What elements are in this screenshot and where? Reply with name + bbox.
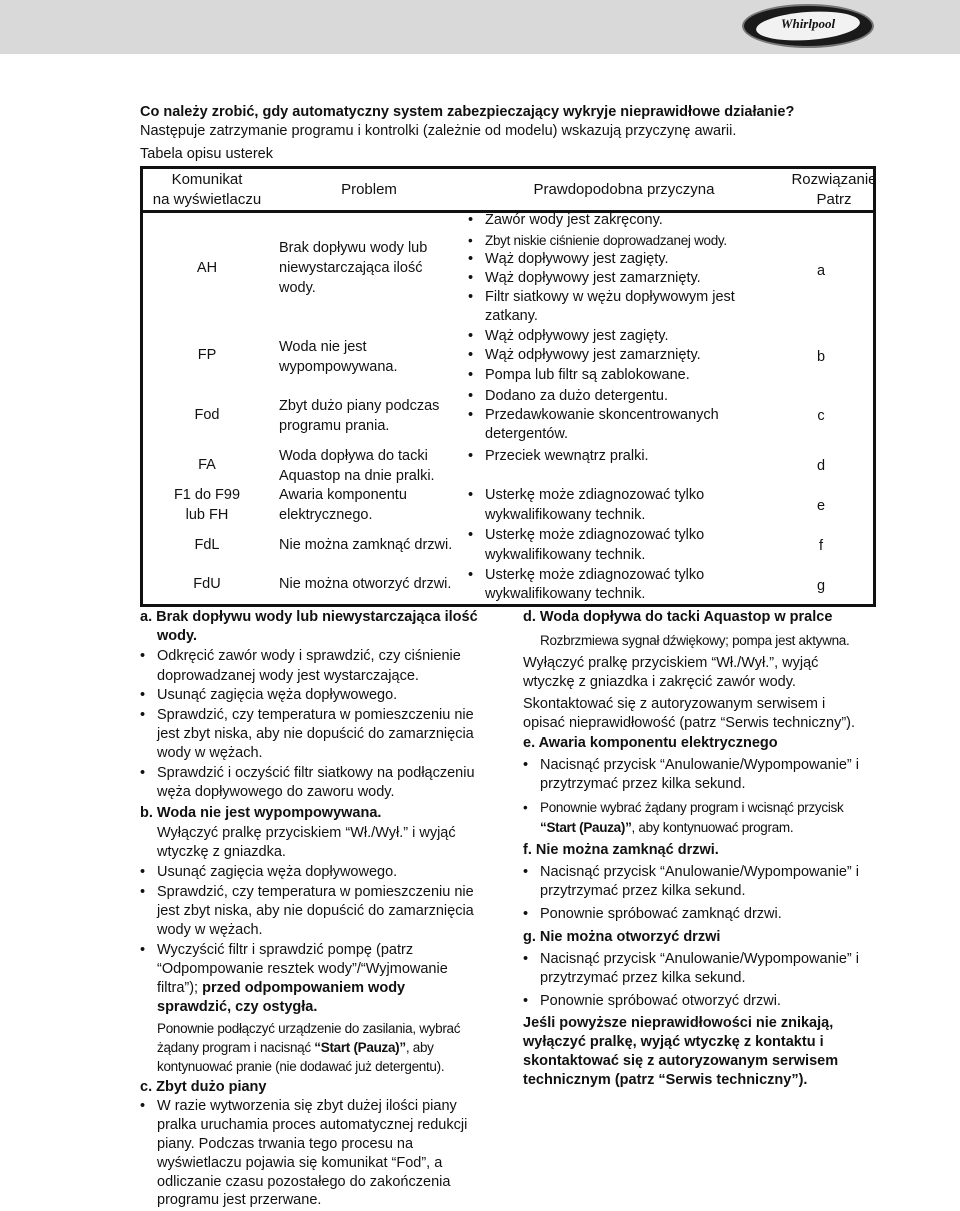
row-fod-cause-1: • Dodano za dużo detergentu.	[485, 387, 668, 407]
row-ah-cause-3: • Wąż dopływowy jest zagięty.	[485, 250, 668, 270]
whirlpool-logo	[742, 4, 874, 48]
row-fdu-ref: g	[816, 578, 826, 594]
final-note-l1: Jeśli powyższe nieprawidłowości nie znikają,	[523, 1015, 834, 1031]
section-b-item-3-l4: sprawdzić, czy ostygła.	[157, 999, 318, 1015]
logo-text: Whirlpool	[780, 16, 836, 31]
header-solution-1: Rozwiązanie	[791, 171, 877, 188]
section-e-item-1-l2: przytrzymać przez kilka sekund.	[540, 776, 746, 792]
section-c-item-1-l2: pralka uruchamia proces automatycznej redukcji	[157, 1117, 468, 1133]
section-b-para-2-l3: kontynuować pranie (nie dodawać już detergentu).	[157, 1059, 445, 1074]
row-fod-problem-2: programu prania.	[279, 418, 390, 434]
section-b-item-2-l1: • Sprawdzić, czy temperatura w pomieszczeniu nie	[157, 883, 474, 903]
section-g-item-2: • Ponownie spróbować otworzyć drzwi.	[540, 992, 781, 1012]
section-e-item-2-l2-rest: , aby kontynuować program.	[631, 820, 794, 835]
section-b-para-2-l2-a: żądany program i nacisnąć	[157, 1040, 315, 1055]
section-a-heading-1: a. Brak dopływu wody lub niewystarczająca ilość	[140, 609, 478, 625]
row-f1-code-2: lub FH	[185, 507, 229, 523]
row-f1-ref: e	[816, 498, 826, 514]
row-fp-cause-2: • Wąż odpływowy jest zamarznięty.	[485, 346, 701, 366]
row-fdl-code: FdL	[194, 537, 220, 553]
row-fdu-cause-1: • Usterkę może zdiagnozować tylko	[485, 566, 704, 586]
section-g-item-1-l2: przytrzymać przez kilka sekund.	[540, 970, 746, 986]
section-d-para-1: Rozbrzmiewa sygnał dźwiękowy; pompa jest aktywna.	[540, 633, 850, 648]
section-b-item-3-l3-bold: przed odpompowaniem wody	[202, 980, 406, 996]
row-f1-cause-1b: wykwalifikowany technik.	[485, 507, 646, 523]
section-e-heading: e. Awaria komponentu elektrycznego	[523, 735, 778, 751]
section-b-para-2-l2-c: , aby	[405, 1040, 434, 1055]
section-d-heading: d. Woda dopływa do tacki Aquastop w pralce	[523, 609, 833, 625]
section-b-para-1-l1: Wyłączyć pralkę przyciskiem “Wł./Wył.” i wyjąć	[157, 825, 456, 841]
section-b-item-1: • Usunąć zagięcia węża dopływowego.	[157, 863, 397, 883]
section-f-heading: f. Nie można zamknąć drzwi.	[523, 842, 719, 858]
final-note-l4: technicznym (patrz “Serwis techniczny”).	[523, 1072, 808, 1088]
row-fp-problem-1: Woda nie jest	[279, 339, 367, 355]
row-fp-ref: b	[816, 349, 826, 365]
header-bar	[0, 0, 960, 54]
section-a-heading-2: wody.	[157, 628, 198, 644]
row-ah-cause-2: • Zbyt niskie ciśnienie doprowadzanej wody.	[485, 231, 727, 251]
row-fp-cause-3: • Pompa lub filtr są zablokowane.	[485, 366, 690, 386]
row-f1-code-1: F1 do F99	[173, 487, 241, 503]
section-b-item-3-l1: • Wyczyścić filtr i sprawdzić pompę (patrz	[157, 941, 413, 961]
section-f-item-2: • Ponownie spróbować zamknąć drzwi.	[540, 905, 782, 925]
section-g-item-1-l1: • Nacisnąć przycisk “Anulowanie/Wypompowanie” i	[540, 950, 859, 970]
row-f1-problem-2: elektrycznego.	[279, 507, 373, 523]
header-message-2: na wyświetlaczu	[152, 191, 262, 208]
section-a-item-3-l3: wody w wężach.	[157, 745, 263, 761]
section-a-item-4-l2: węża dopływowego do zaworu wody.	[157, 784, 395, 800]
table-caption: Tabela opisu usterek	[140, 146, 273, 162]
section-b-item-3-l2: “Odpompowanie resztek wody”/“Wyjmowanie	[157, 961, 448, 977]
section-d-para-2-l1: Wyłączyć pralkę przyciskiem “Wł./Wył.”, wyjąć	[523, 655, 819, 671]
section-b-para-2-l1: Ponownie podłączyć urządzenie do zasilania, wybrać	[157, 1021, 461, 1036]
row-fa-code: FA	[198, 457, 216, 473]
row-ah-problem-2: niewystarczająca ilość	[279, 260, 423, 276]
section-e-item-2-l1: • Ponownie wybrać żądany program i wcisnąć przycisk	[540, 798, 843, 818]
row-fdl-problem-1: Nie można zamknąć drzwi.	[279, 537, 453, 553]
section-c-item-1-l6: programu jest przerwane.	[157, 1192, 322, 1208]
row-fdl-ref: f	[818, 538, 824, 554]
row-fdl-cause-1b: wykwalifikowany technik.	[485, 547, 646, 563]
section-a-item-3-l1: • Sprawdzić, czy temperatura w pomieszczeniu nie	[157, 706, 474, 726]
row-fp-cause-1: • Wąż odpływowy jest zagięty.	[485, 327, 668, 347]
page-heading: Co należy zrobić, gdy automatyczny system zabezpieczający wykryje nieprawidłowe działanie?	[140, 104, 795, 120]
row-fa-problem-2: Aquastop na dnie pralki.	[279, 468, 435, 484]
row-ah-cause-1: • Zawór wody jest zakręcony.	[485, 211, 663, 231]
section-a-item-3-l2: jest zbyt niska, aby nie dopuścić do zamarznięcia	[157, 726, 474, 742]
row-fa-ref: d	[816, 458, 826, 474]
section-e-item-2-l2	[540, 818, 793, 837]
section-a-item-1-l1: • Odkręcić zawór wody i sprawdzić, czy ciśnienie	[157, 647, 461, 667]
row-ah-cause-5: • Filtr siatkowy w wężu dopływowym jest	[485, 288, 735, 308]
section-b-item-2-l3: wody w wężach.	[157, 922, 263, 938]
header-message-1: Komunikat	[171, 171, 243, 188]
section-g-heading: g. Nie można otworzyć drzwi	[523, 929, 721, 945]
section-f-item-1-l1: • Nacisnąć przycisk “Anulowanie/Wypompowanie” i	[540, 863, 859, 883]
section-c-item-1-l5: odliczanie czasu pozostałego do zakończenia	[157, 1174, 451, 1190]
row-ah-code: AH	[196, 260, 218, 276]
section-a-item-1-l2: doprowadzanej wody jest wystarczające.	[157, 668, 419, 684]
section-e-item-1-l1: • Nacisnąć przycisk “Anulowanie/Wypompowanie” i	[540, 756, 859, 776]
start-pause-label-2: “Start (Pauza)”	[540, 820, 632, 835]
row-ah-problem-3: wody.	[279, 280, 316, 296]
section-c-heading: c. Zbyt dużo piany	[140, 1079, 267, 1095]
intro-text: Następuje zatrzymanie programu i kontrolki (zależnie od modelu) wskazują przyczynę awarii.	[140, 123, 737, 139]
section-c-item-1-l3: piany. Podczas trwania tego procesu na	[157, 1136, 414, 1152]
row-fod-cause-2b: detergentów.	[485, 426, 569, 442]
row-ah-problem-1: Brak dopływu wody lub	[279, 240, 428, 256]
section-c-item-1-l1: • W razie wytworzenia się zbyt dużej ilości piany	[157, 1097, 457, 1117]
row-fa-problem-1: Woda dopływa do tacki	[279, 448, 428, 464]
row-fp-code: FP	[197, 347, 217, 363]
row-ah-ref: a	[816, 263, 826, 279]
section-b-item-3-l3-plain: filtra”);	[157, 980, 203, 996]
row-fa-cause-1: • Przeciek wewnątrz pralki.	[485, 447, 649, 467]
row-fdu-cause-1b: wykwalifikowany technik.	[485, 586, 646, 602]
section-b-item-3-l3	[157, 979, 405, 998]
section-b-heading: b. Woda nie jest wypompowywana.	[140, 805, 382, 821]
row-fdu-code: FdU	[193, 576, 221, 592]
row-fod-ref: c	[817, 408, 825, 424]
section-d-para-2-l2: wtyczkę z gniazdka i zakręcić zawór wody.	[523, 674, 796, 690]
section-a-item-4-l1: • Sprawdzić i oczyścić filtr siatkowy na podłączeniu	[157, 764, 475, 784]
header-solution-2: Patrz	[816, 191, 852, 208]
row-ah-cause-5b: zatkany.	[485, 308, 538, 324]
row-fp-problem-2: wypompowywana.	[279, 359, 398, 375]
section-a-item-2: • Usunąć zagięcia węża dopływowego.	[157, 686, 397, 706]
row-f1-cause-1: • Usterkę może zdiagnozować tylko	[485, 486, 704, 506]
row-fdl-cause-1: • Usterkę może zdiagnozować tylko	[485, 526, 704, 546]
row-f1-problem-1: Awaria komponentu	[279, 487, 407, 503]
row-fod-code: Fod	[194, 407, 220, 423]
section-b-para-2-l2	[157, 1038, 434, 1057]
section-b-para-1-l2: wtyczkę z gniazdka.	[157, 844, 286, 860]
section-f-item-1-l2: przytrzymać przez kilka sekund.	[540, 883, 746, 899]
final-note-l2: wyłączyć pralkę, wyjąć wtyczkę z kontaktu i	[523, 1034, 824, 1050]
start-pause-label: “Start (Pauza)”	[314, 1040, 406, 1055]
row-fod-problem-1: Zbyt dużo piany podczas	[279, 398, 440, 414]
final-note-l3: skontaktować się z autoryzowanym serwisem	[523, 1053, 839, 1069]
row-fdu-problem-1: Nie można otworzyć drzwi.	[279, 576, 452, 592]
section-d-para-3-l2: opisać nieprawidłowość (patrz “Serwis techniczny”).	[523, 715, 856, 731]
row-fod-cause-2: • Przedawkowanie skoncentrowanych	[485, 406, 719, 426]
header-problem: Problem	[341, 181, 397, 198]
header-cause: Prawdopodobna przyczyna	[533, 181, 715, 198]
section-c-item-1-l4: wyświetlaczu pojawia się komunikat “Fod”, a	[157, 1155, 443, 1171]
section-b-item-2-l2: jest zbyt niska, aby nie dopuścić do zamarznięcia	[157, 903, 474, 919]
section-d-para-3-l1: Skontaktować się z autoryzowanym serwisem i	[523, 696, 826, 712]
row-ah-cause-4: • Wąż dopływowy jest zamarznięty.	[485, 269, 701, 289]
